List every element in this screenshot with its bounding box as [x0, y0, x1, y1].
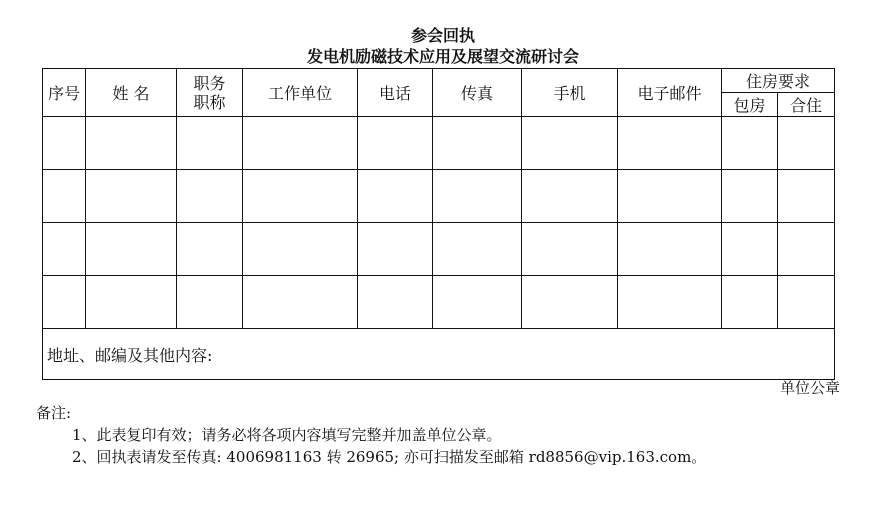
cell-fax[interactable] — [433, 276, 522, 329]
cell-company[interactable] — [243, 117, 358, 170]
cell-email[interactable] — [618, 117, 722, 170]
address-field[interactable]: 地址、邮编及其他内容: — [43, 329, 835, 380]
cell-fax[interactable] — [433, 223, 522, 276]
header-email: 电子邮件 — [618, 69, 722, 117]
cell-fax[interactable] — [433, 117, 522, 170]
address-row — [43, 329, 835, 380]
cell-lodging-single[interactable] — [722, 170, 778, 223]
cell-email[interactable] — [618, 223, 722, 276]
cell-company[interactable] — [243, 170, 358, 223]
cell-name[interactable] — [86, 276, 177, 329]
cell-lodging-shared[interactable] — [778, 223, 835, 276]
cell-position[interactable] — [177, 117, 243, 170]
header-fax: 传真 — [433, 69, 522, 117]
cell-position[interactable] — [177, 170, 243, 223]
cell-seq[interactable] — [43, 223, 86, 276]
cell-mobile[interactable] — [522, 223, 618, 276]
note-item-1: 1、此表复印有效；请务必将各项内容填写完整并加盖单位公章。 — [72, 426, 502, 444]
header-company: 工作单位 — [243, 69, 358, 117]
cell-lodging-shared[interactable] — [778, 117, 835, 170]
cell-company[interactable] — [243, 223, 358, 276]
cell-position[interactable] — [177, 276, 243, 329]
cell-mobile[interactable] — [522, 117, 618, 170]
cell-fax[interactable] — [433, 170, 522, 223]
cell-seq[interactable] — [43, 170, 86, 223]
cell-position[interactable] — [177, 223, 243, 276]
cell-phone[interactable] — [358, 223, 433, 276]
cell-lodging-shared[interactable] — [778, 170, 835, 223]
header-position-line2: 职称 — [193, 92, 226, 112]
cell-company[interactable] — [243, 276, 358, 329]
cell-seq[interactable] — [43, 117, 86, 170]
header-seq: 序号 — [43, 69, 86, 117]
cell-name[interactable] — [86, 117, 177, 170]
header-position — [177, 69, 243, 117]
header-name: 姓 名 — [86, 69, 177, 117]
cell-phone[interactable] — [358, 170, 433, 223]
cell-name[interactable] — [86, 170, 177, 223]
cell-phone[interactable] — [358, 117, 433, 170]
seal-label: 单位公章 — [779, 379, 840, 397]
notes-label: 备注: — [36, 404, 72, 422]
form-title: 参会回执 — [410, 26, 475, 45]
cell-lodging-single[interactable] — [722, 276, 778, 329]
header-row — [43, 69, 835, 93]
conference-title: 发电机励磁技术应用及展望交流研讨会 — [306, 47, 579, 66]
notes-section — [36, 402, 706, 468]
table-row — [43, 170, 835, 223]
cell-lodging-shared[interactable] — [778, 276, 835, 329]
header-phone: 电话 — [358, 69, 433, 117]
cell-mobile[interactable] — [522, 170, 618, 223]
table-row — [43, 117, 835, 170]
header-lodging: 住房要求 — [722, 69, 835, 93]
table-row — [43, 223, 835, 276]
table-row — [43, 276, 835, 329]
header-position-line1: 职务 — [193, 73, 226, 93]
note-item-2: 2、回执表请发至传真: 4006981163 转 26965; 亦可扫描发至邮箱 rd8856@vip.163.com。 — [72, 448, 707, 466]
cell-phone[interactable] — [358, 276, 433, 329]
cell-email[interactable] — [618, 170, 722, 223]
cell-mobile[interactable] — [522, 276, 618, 329]
cell-seq[interactable] — [43, 276, 86, 329]
cell-name[interactable] — [86, 223, 177, 276]
cell-lodging-single[interactable] — [722, 117, 778, 170]
cell-lodging-single[interactable] — [722, 223, 778, 276]
header-lodging-single: 包房 — [722, 93, 778, 117]
header-lodging-shared: 合住 — [778, 93, 835, 117]
registration-table — [42, 68, 835, 380]
header-mobile: 手机 — [522, 69, 618, 117]
cell-email[interactable] — [618, 276, 722, 329]
